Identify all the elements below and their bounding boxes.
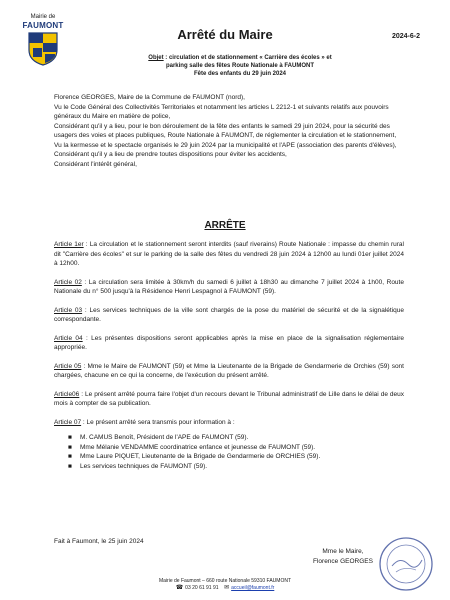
document-title: Arrêté du Maire [177,27,273,42]
objet-line-1: : circulation et de stationnement « Carrière des écoles » et [163,55,332,61]
footer-contact [0,585,450,592]
article-text: : Mme le Maire de FAUMONT (59) et Mme la Lieutenante de la Brigade de Gendarmerie de Orchies (59) sont chargées, chacune en ce qui la concerne, de l'exécution du présent arrêté. [54,362,404,379]
article-text: : Le présent arrêté pourra faire l'objet d'un recours devant le Tribunal administratif de Lille dans le délai de deux mois à compter de sa publication. [54,390,404,407]
considerant-line: Vu le Code Général des Collectivités Territoriales et notamment les articles L 2212-1 et suivants relatifs aux pouvoirs généraux du Maire en matière de police, [54,103,389,120]
article-4 [54,334,404,353]
objet-block [120,54,360,78]
recipients-list [54,433,404,471]
recipient-text: M. CAMUS Benoît, Président de l'APE de FAUMONT (59). [80,434,249,441]
article-label: Article 04 [54,334,83,342]
considerants-block [54,93,404,169]
footer-address: Mairie de Faumont – 660 route Nationale 59310 FAUMONT [158,578,291,584]
article-3 [54,306,404,325]
articles-block [54,240,404,471]
article-2 [54,278,404,297]
article-text: : Les présentes dispositions seront applicables après la mise en place de la signalisation réglementaire appropriée. [54,334,404,351]
recipient-text: Mme Mélanie VENDAMME coordinatrice enfance et jeunesse de FAUMONT (59). [80,443,316,451]
decree-reference: 2024-6-2 [391,33,420,40]
square-bullet-icon: ■ [68,462,72,470]
recipient-text: Les services techniques de FAUMONT (59). [80,462,208,470]
article-6 [54,390,404,409]
article-text: : Les services techniques de la ville sont chargés de la pose du matériel de sécurité et de la signalétique correspondante. [54,306,404,323]
square-bullet-icon: ■ [68,443,72,451]
objet-line-2: parking salle des fêtes Route Nationale à FAUMONT [165,63,315,69]
signature-block [313,547,373,566]
page-footer [0,578,450,592]
article-label: Article 02 [54,278,82,286]
article-text: : Le présent arrêté sera transmis pour information à : [81,418,235,426]
article-1 [54,240,404,269]
logo-name-text: FAUMONT [22,21,64,30]
considerant-line: Considérant qu'il y a lieu de prendre toutes dispositions pour éviter les accidents, [54,151,287,158]
article-label: Article 05 [54,362,82,370]
article-label: Article 03 [54,306,83,314]
article-text: : La circulation sera limitée à 30km/h du samedi 6 juillet à 18h30 au dimanche 7 juillet 2024 à 1h00, Route Nationale du n° 500 jusqu'à la Résidence Henri Lespagnol à FAUMONT (59). [54,278,404,295]
recipient-text: Mme Laure PIQUET, Lieutenante de la Brigade de Gendarmerie de ORCHIES (59). [80,453,321,460]
objet-label: Objet [148,55,164,61]
list-item [68,452,404,462]
article-5 [54,362,404,381]
signatory-title: Mme le Maire, [322,548,364,555]
article-label: Article 1er [54,241,84,248]
square-bullet-icon: ■ [68,453,72,460]
email-icon: ✉ [224,585,230,591]
considerant-line: Florence GEORGES, Maire de la Commune de FAUMONT (nord), [54,94,245,101]
considerant-line: Vu la kermesse et le spectacle organisés le 29 juin 2024 par la municipalité et l'APE (association des parents d'élèves), [54,141,397,149]
objet-line-3: Fête des enfants du 29 juin 2024 [193,71,287,77]
article-label: Article 07 [54,418,82,426]
list-item [68,462,404,472]
arrete-heading: ARRÊTE [204,220,246,231]
article-7 [54,418,404,428]
footer-phone: 03 20 61 91 91 [185,585,219,591]
article-text: : La circulation et le stationnement seront interdits (sauf riverains) Route Nationale : impasse du chemin rural dit "Carrière des écoles" et sur le parking de la salle des fêtes du vendredi 28 juin 2024 à 12h00 au lundi 01er juillet 2024 à 12h00. [54,241,404,267]
footer-email-link[interactable]: accueil@faumont.fr [231,585,275,591]
considerant-line: Considérant l'intérêt général, [54,160,137,168]
phone-icon: ☎ [175,585,184,591]
list-item [68,433,404,443]
logo-top-text: Mairie de [30,14,56,20]
place-date-line: Fait à Faumont, le 25 juin 2024 [54,538,144,545]
considerant-line: Considérant qu'il y a lieu, pour le bon déroulement de la fête des enfants le samedi 29 juin 2024, pour la sécurité des usagers des voies et places publiques, Route Nationale à FAUMONT, de réglementer la circulation et le stationnement, [54,122,397,139]
article-label: Article06 [54,390,80,398]
signatory-name: Florence GEORGES [313,557,373,565]
list-item [68,443,404,453]
square-bullet-icon: ■ [68,434,72,441]
